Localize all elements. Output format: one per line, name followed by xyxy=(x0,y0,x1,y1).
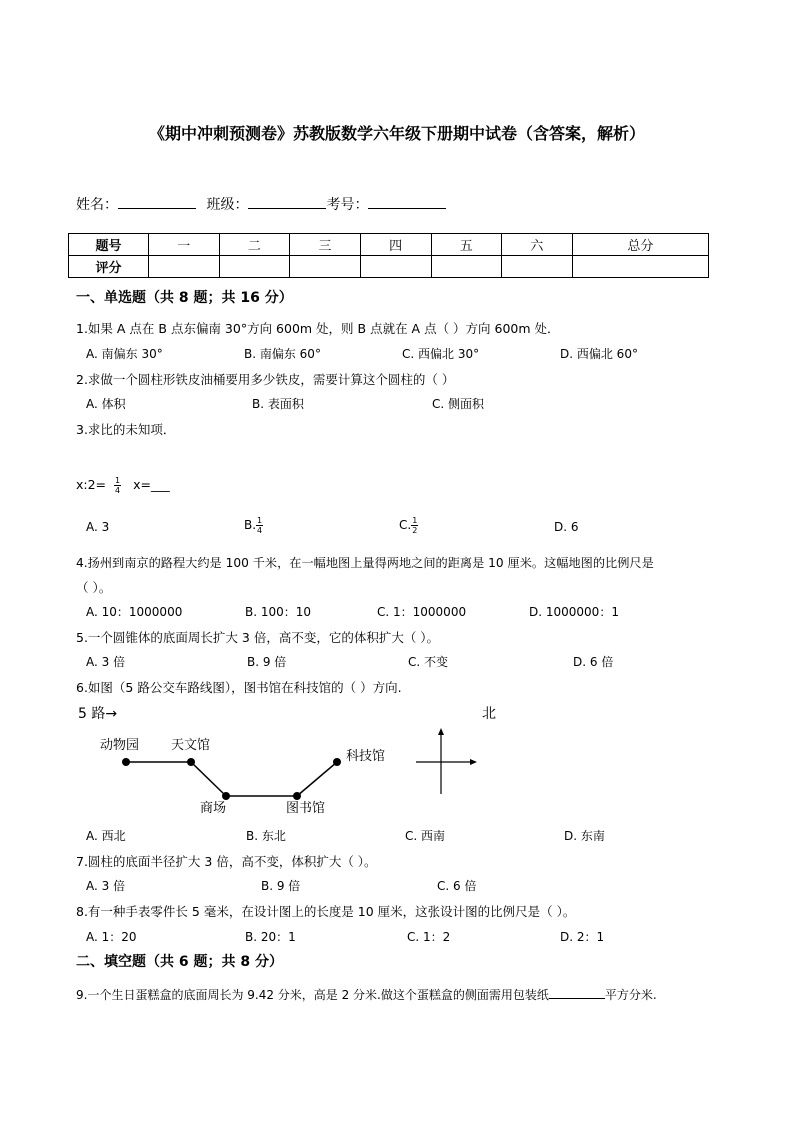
question-4-text-line2: （ ）。 xyxy=(76,580,112,595)
question-2-text: 2.求做一个圆柱形铁皮油桶要用多少铁皮，需要计算这个圆柱的（ ） xyxy=(76,372,455,387)
stop-label-library: 图书馆 xyxy=(286,801,326,816)
q6-option-b[interactable]: B. 东北 xyxy=(246,829,286,843)
q3-eq-left: x:2= xyxy=(76,477,107,492)
q9-answer-blank[interactable] xyxy=(549,986,605,999)
fraction-numerator: 1 xyxy=(115,476,121,485)
q4-option-c[interactable]: C. 1：1000000 xyxy=(377,605,467,619)
question-7-text: 7.圆柱的底面半径扩大 3 倍，高不变，体积扩大（ ）。 xyxy=(76,854,377,869)
fraction-denominator: 4 xyxy=(115,486,121,495)
score-row-label: 评分 xyxy=(69,256,149,278)
q6-option-c[interactable]: C. 西南 xyxy=(405,829,446,843)
q1-option-b[interactable]: B. 南偏东 60° xyxy=(244,347,321,361)
q2-option-b[interactable]: B. 表面积 xyxy=(252,397,304,411)
q2-option-c[interactable]: C. 侧面积 xyxy=(432,397,485,411)
route-stops xyxy=(122,758,341,800)
q4-option-d[interactable]: D. 1000000：1 xyxy=(529,605,619,619)
q3-option-d[interactable]: D. 6 xyxy=(554,520,579,534)
q3-option-c-prefix: C. xyxy=(399,518,412,532)
fraction-denominator: 4 xyxy=(257,526,263,535)
section-1-title: 一、单选题（共 8 题；共 16 分） xyxy=(76,290,293,306)
question-9-suffix: 平方分米. xyxy=(604,988,657,1002)
page-title: 《期中冲刺预测卷》苏教版数学六年级下册期中试卷（含答案，解析） xyxy=(148,124,645,143)
fraction-numerator: 1 xyxy=(257,516,263,525)
stop-label-zoo: 动物园 xyxy=(100,738,140,753)
q7-option-b[interactable]: B. 9 倍 xyxy=(261,879,301,893)
route-lines xyxy=(126,762,337,796)
q2-option-a[interactable]: A. 体积 xyxy=(86,397,126,411)
route-segment xyxy=(297,762,337,796)
q8-option-c[interactable]: C. 1：2 xyxy=(407,930,451,944)
q5-option-b[interactable]: B. 9 倍 xyxy=(247,655,287,669)
score-col-3: 三 xyxy=(290,234,361,256)
section-2-title: 二、填空题（共 6 题；共 8 分） xyxy=(76,954,283,970)
q5-option-a[interactable]: A. 3 倍 xyxy=(86,655,126,669)
route-segment xyxy=(191,762,226,796)
north-label: 北 xyxy=(482,706,496,722)
fraction-numerator: 1 xyxy=(412,516,418,525)
question-8-text: 8.有一种手表零件长 5 毫米，在设计图上的长度是 10 厘米，这张设计图的比例尺是（ ）。 xyxy=(76,904,576,919)
q1-option-a[interactable]: A. 南偏东 30° xyxy=(86,347,163,361)
q6-option-a[interactable]: A. 西北 xyxy=(86,829,126,843)
q8-option-b[interactable]: B. 20：1 xyxy=(245,930,296,944)
stop-labels xyxy=(100,737,385,816)
score-col-5: 五 xyxy=(431,234,502,256)
question-9 xyxy=(76,986,657,1003)
stop-label-mall: 商场 xyxy=(200,801,227,816)
q8-option-d[interactable]: D. 2：1 xyxy=(560,930,605,944)
score-col-total: 总分 xyxy=(572,234,708,256)
compass-icon xyxy=(416,728,477,794)
question-5-text: 5.一个圆锥体的底面周长扩大 3 倍，高不变，它的体积扩大（ ）。 xyxy=(76,630,440,645)
question-1-text: 1.如果 A 点在 B 点东偏南 30°方向 600m 处，则 B 点就在 A 点（ ）方向 600m 处． xyxy=(76,321,560,336)
stop-dot-mall xyxy=(222,792,230,800)
question-3-text: 3.求比的未知项． xyxy=(76,422,176,437)
q1-option-d[interactable]: D. 西偏北 60° xyxy=(560,347,638,361)
q1-option-c[interactable]: C. 西偏北 30° xyxy=(402,347,480,361)
q7-option-a[interactable]: A. 3 倍 xyxy=(86,879,126,893)
question-9-text: 9.一个生日蛋糕盒的底面周长为 9.42 分米，高是 2 分米.做这个蛋糕盒的侧面需用包装纸 xyxy=(76,988,549,1002)
q3-eq-right: x=___ xyxy=(133,477,170,492)
stop-dot-science-museum xyxy=(333,758,341,766)
q4-option-b[interactable]: B. 100：10 xyxy=(245,605,312,619)
exam-no-label: 考号： xyxy=(326,197,369,213)
route-label: 5 路→ xyxy=(78,706,118,722)
question-6-text: 6.如图（5 路公交车路线图），图书馆在科技馆的（ ）方向. xyxy=(76,680,402,695)
stop-dot-zoo xyxy=(122,758,130,766)
q3-option-b-prefix: B. xyxy=(244,518,257,532)
score-col-4: 四 xyxy=(360,234,431,256)
stop-dot-library xyxy=(293,792,301,800)
q4-option-a[interactable]: A. 10：1000000 xyxy=(86,605,183,619)
stop-label-science-museum: 科技馆 xyxy=(346,749,386,764)
score-col-2: 二 xyxy=(219,234,290,256)
q6-option-d[interactable]: D. 东南 xyxy=(564,829,605,843)
score-col-6: 六 xyxy=(502,234,573,256)
q8-option-a[interactable]: A. 1：20 xyxy=(86,930,137,944)
class-label: 班级： xyxy=(206,197,249,213)
q7-option-c[interactable]: C. 6 倍 xyxy=(437,879,477,893)
q3-option-a[interactable]: A. 3 xyxy=(86,520,110,534)
q5-option-d[interactable]: D. 6 倍 xyxy=(573,655,614,669)
stop-label-planetarium: 天文馆 xyxy=(171,738,211,753)
stop-dot-planetarium xyxy=(187,758,195,766)
question-4-text-line1: 4.扬州到南京的路程大约是 100 千米，在一幅地图上量得两地之间的距离是 10 厘米。这幅地图的比例尺是 xyxy=(76,556,654,570)
q5-option-c[interactable]: C. 不变 xyxy=(408,655,449,669)
fraction-denominator: 2 xyxy=(412,526,418,535)
name-label: 姓名： xyxy=(76,197,118,213)
score-header-label: 题号 xyxy=(69,234,149,256)
score-col-1: 一 xyxy=(149,234,220,256)
